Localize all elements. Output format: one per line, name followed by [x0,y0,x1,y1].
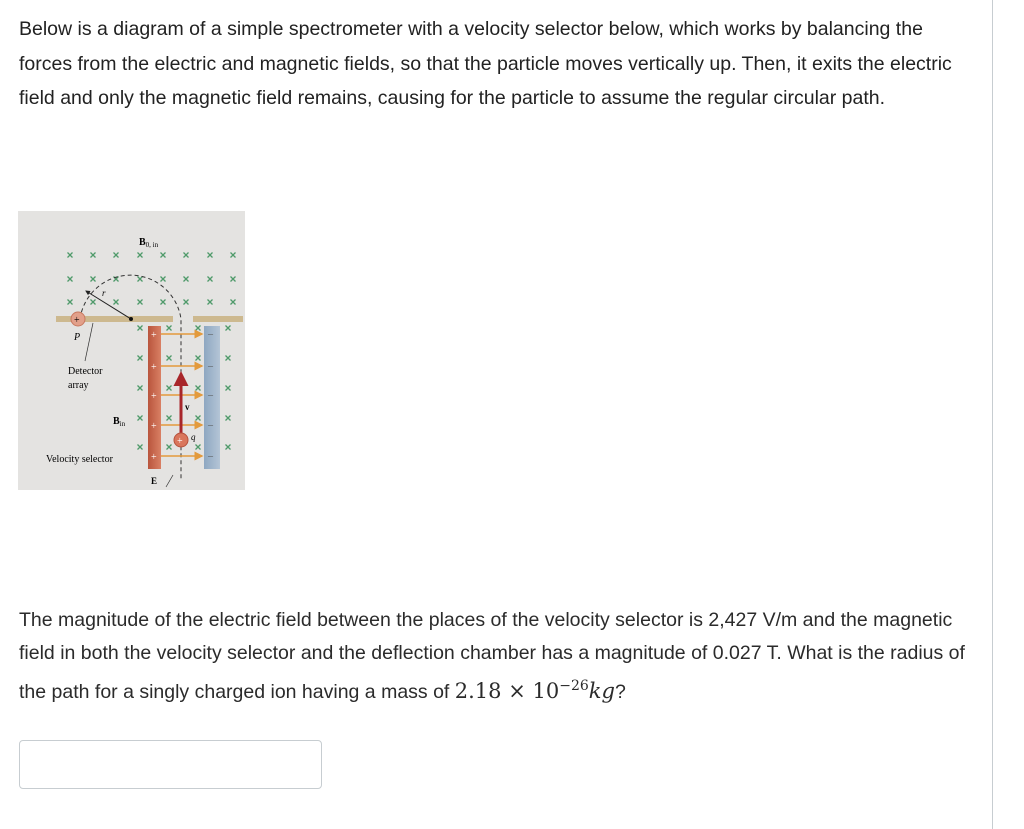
field-x-mark [196,416,201,421]
field-x-mark [167,326,172,331]
field-x-mark [226,356,231,361]
spectrometer-diagram [18,211,245,490]
field-x-mark [91,300,96,305]
field-x-mark [91,253,96,258]
svg-text:+: + [151,391,157,402]
field-x-mark [68,300,73,305]
question-text: The magnitude of the electric field between the places of the velocity selector is 2,427 V/m and the magnetic field in both the velocity selector and the deflection chamber has a magnitude of 0.027 T. What is the radius of the path for a singly charged ion having a mass of [19,609,965,703]
field-x-mark [226,445,231,450]
bin-label: $B_{in}$ [113,416,126,428]
field-x-mark [231,277,236,282]
field-x-mark [184,253,189,258]
page-border [992,0,993,829]
field-x-mark [167,416,172,421]
detector-label: Detector [68,366,103,377]
svg-text:+: + [151,362,157,373]
svg-text:–: – [208,420,213,431]
question: The magnitude of the electric field between the places of the velocity selector is 2,427 V/m and the magnetic field in both the velocity selector and the deflection chamber has a magnitude of 0.027 T. What is the radius of the path for a singly charged ion having a mass of $2.18 \times 10^{-26}kg$? [19,609,965,703]
answer-input[interactable] [19,740,322,789]
problem-intro: Below is a diagram of a simple spectrometer with a velocity selector below, which works by balancing the forces from the electric and magnetic fields, so that the particle moves vertically up. Then, it exits the electric field and only the magnetic field remains, causing for the particle to assume the regular circular path. [19,18,952,109]
field-x-mark [196,445,201,450]
field-x-mark [167,386,172,391]
p-label: P [74,332,81,343]
field-x-mark [208,253,213,258]
field-x-mark [196,356,201,361]
svg-text:+: + [74,315,80,326]
mass-expression: $2.18 \times 10^{-26}kg$ [454,678,615,703]
svg-text:+: + [177,436,183,447]
svg-text:+: + [151,452,157,463]
field-x-mark [161,277,166,282]
velocity-selector-label: Velocity selector [46,454,113,465]
field-x-mark [196,326,201,331]
field-x-mark [226,326,231,331]
field-x-mark [114,253,119,258]
field-x-mark [138,416,143,421]
b0-label: $B_{0, in}$ [139,237,159,249]
svg-text:+: + [151,421,157,432]
svg-text:–: – [208,451,213,462]
q-label: q [191,432,196,442]
field-x-mark [208,300,213,305]
field-x-mark [167,445,172,450]
field-x-mark [167,356,172,361]
field-x-mark [114,300,119,305]
v-label: v [185,402,190,412]
field-x-mark [226,386,231,391]
svg-text:+: + [151,330,157,341]
field-x-mark [138,445,143,450]
field-x-mark [231,253,236,258]
particle-path [80,275,181,481]
field-x-mark [138,326,143,331]
field-x-mark [91,277,96,282]
field-x-mark [68,253,73,258]
field-x-mark [138,356,143,361]
e-label: E [151,476,158,486]
svg-text:–: – [208,361,213,372]
detector-label-2: array [68,380,89,391]
radius-arrow [86,291,131,319]
detector-plate-right [193,316,243,322]
field-x-mark [196,386,201,391]
field-x-mark [161,253,166,258]
svg-text:–: – [208,390,213,401]
field-x-mark [208,277,213,282]
r-label: r [102,288,106,298]
field-x-mark [161,300,166,305]
svg-text:–: – [208,329,213,340]
field-x-mark [138,253,143,258]
field-x-mark [184,300,189,305]
field-x-mark [138,277,143,282]
field-x-mark [226,416,231,421]
field-x-mark [231,300,236,305]
field-x-mark [68,277,73,282]
field-x-mark [138,300,143,305]
field-x-mark [184,277,189,282]
field-x-mark [138,386,143,391]
